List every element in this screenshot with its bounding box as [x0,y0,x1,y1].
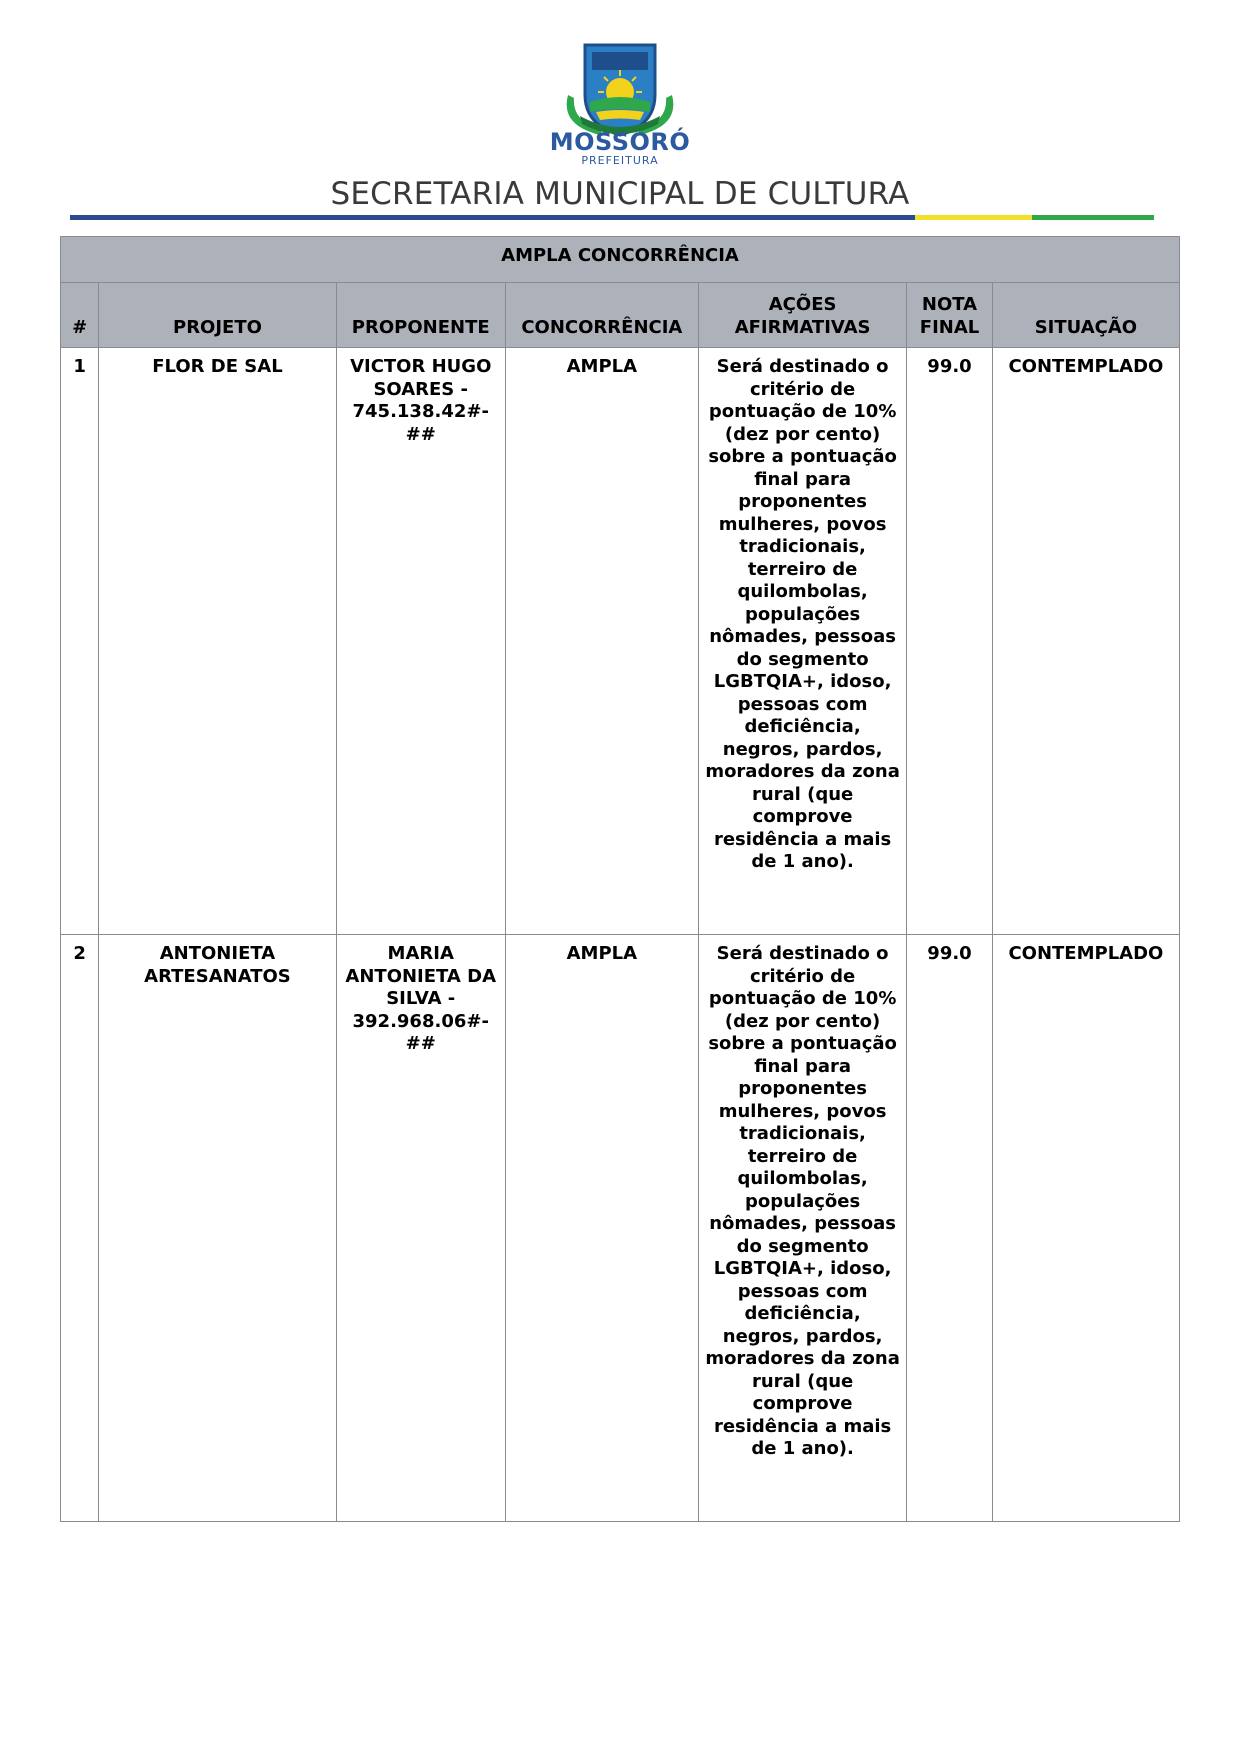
brand-name: MOSSORÓ [549,128,691,156]
cell-concorrencia: AMPLA [505,935,698,1522]
cell-nota-final: 99.0 [907,935,993,1522]
column-header-nota-final: NOTA FINAL [907,283,993,348]
column-header-projeto: PROJETO [99,283,336,348]
brand-subtitle: PREFEITURA [581,154,659,167]
table-row [61,348,1180,935]
cell-acoes-afirmativas: Será destinado o critério de pontuação de 10% (dez por cento) sobre a pontuação final para proponentes mulheres, povos tradicionais, terreiro de quilombolas, populações nômades, pessoas do segmento LGBTQIA+, idoso, pessoas com deficiência, negros, pardos, moradores da zona rural (que comprove residência a mais de 1 ano). [698,348,906,935]
letterhead [0,0,1240,230]
column-header-concorrencia: CONCORRÊNCIA [505,283,698,348]
divider-stripe-green [1032,215,1154,220]
table-title: AMPLA CONCORRÊNCIA [61,237,1180,283]
city-coat-of-arms-logo [540,40,700,140]
cell-situacao: CONTEMPLADO [992,935,1179,1522]
results-table [60,236,1180,1522]
cell-acoes-afirmativas: Será destinado o critério de pontuação de 10% (dez por cento) sobre a pontuação final para proponentes mulheres, povos tradicionais, terreiro de quilombolas, populações nômades, pessoas do segmento LGBTQIA+, idoso, pessoas com deficiência, negros, pardos, moradores da zona rural (que comprove residência a mais de 1 ano). [698,935,906,1522]
cell-situacao: CONTEMPLADO [992,348,1179,935]
column-header-acoes-afirmativas: AÇÕES AFIRMATIVAS [698,283,906,348]
coat-of-arms-icon [540,40,700,140]
cell-projeto: FLOR DE SAL [99,348,336,935]
column-header-number: # [61,283,99,348]
divider-stripe-blue [70,215,915,220]
column-header-situacao: SITUAÇÃO [992,283,1179,348]
cell-number: 2 [61,935,99,1522]
table-title-row [61,237,1180,283]
cell-nota-final: 99.0 [907,348,993,935]
column-header-proponente: PROPONENTE [336,283,505,348]
divider-stripe-yellow [915,215,1032,220]
cell-number: 1 [61,348,99,935]
cell-concorrencia: AMPLA [505,348,698,935]
department-title: SECRETARIA MUNICIPAL DE CULTURA [330,176,910,212]
cell-projeto: ANTONIETA ARTESANATOS [99,935,336,1522]
column-header-row [61,283,1180,348]
cell-proponente: VICTOR HUGO SOARES - 745.138.42#-## [336,348,505,935]
table-row [61,935,1180,1522]
cell-proponente: MARIA ANTONIETA DA SILVA - 392.968.06#-## [336,935,505,1522]
